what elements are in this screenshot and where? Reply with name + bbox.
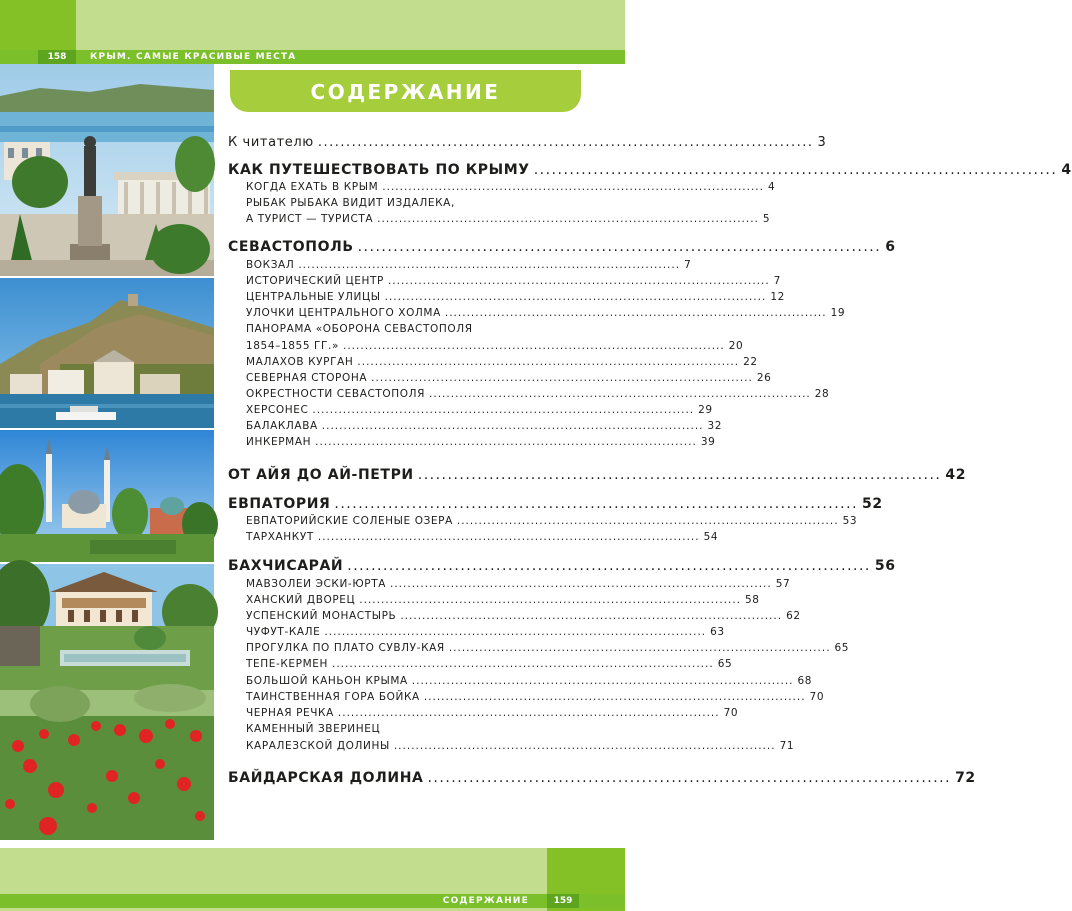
footer-page-number: 159 — [547, 894, 579, 908]
toc-subentry[interactable]: 1854–1855 ГГ.» ........................................................................................ 20 — [246, 340, 744, 352]
toc-subentry[interactable]: БОЛЬШОЙ КАНЬОН КРЫМА ........................................................................................ 68 — [246, 675, 813, 687]
photo-collage — [0, 64, 214, 840]
toc-subentry[interactable]: ЧУФУТ-КАЛЕ ........................................................................................ 63 — [246, 626, 725, 638]
photo-poppy-field — [0, 684, 214, 840]
toc-section-page: 6 — [885, 239, 896, 255]
toc-subentry[interactable]: ЦЕНТРАЛЬНЫЕ УЛИЦЫ ........................................................................................ 12 — [246, 291, 785, 303]
toc-entry-page: 3 — [817, 135, 827, 150]
toc-subentry[interactable]: ИСТОРИЧЕСКИЙ ЦЕНТР ........................................................................................ 7 — [246, 275, 781, 287]
photo-evpatoria-mosque — [0, 430, 218, 562]
toc-subentry[interactable]: УСПЕНСКИЙ МОНАСТЫРЬ ........................................................................................ 62 — [246, 610, 801, 622]
header-corner-block — [0, 0, 76, 50]
toc-section[interactable]: КАК ПУТЕШЕСТВОВАТЬ ПО КРЫМУ ........................................................................................ 4 — [228, 162, 1072, 178]
toc-subentry-label: КОГДА ЕХАТЬ В КРЫМ — [246, 181, 379, 193]
toc-subentry[interactable]: ТАИНСТВЕННАЯ ГОРА БОЙКА ........................................................................................ 70 — [246, 691, 825, 703]
toc-subentry-label: А ТУРИСТ — ТУРИСТА — [246, 213, 374, 225]
toc-subentry[interactable]: КОГДА ЕХАТЬ В КРЫМ ........................................................................................ 4 — [246, 181, 776, 193]
toc-section[interactable]: БАХЧИСАРАЙ ........................................................................................ 56 — [228, 558, 896, 574]
toc-entry-label: К читателю — [228, 135, 314, 150]
photo-khan-palace — [0, 560, 218, 690]
toc-subentry[interactable]: ОКРЕСТНОСТИ СЕВАСТОПОЛЯ ........................................................................................ 28 — [246, 388, 830, 400]
toc-subentry-label-line1: РЫБАК РЫБАКА ВИДИТ ИЗДАЛЕКА, — [246, 197, 455, 209]
footer-running-title: СОДЕРЖАНИЕ — [442, 896, 529, 906]
toc-subentry[interactable]: ТЕПЕ-КЕРМЕН ........................................................................................ 65 — [246, 658, 733, 670]
toc-section-page: 4 — [1061, 162, 1072, 178]
photo-balaklava-bay — [0, 278, 214, 428]
toc-section[interactable]: БАЙДАРСКАЯ ДОЛИНА ........................................................................................ 72 — [228, 770, 976, 786]
toc-subentry[interactable]: КАРАЛЕЗСКОЙ ДОЛИНЫ ........................................................................................ 71 — [246, 740, 795, 752]
header-page-number: 158 — [38, 50, 76, 64]
header-running-title: КРЫМ. САМЫЕ КРАСИВЫЕ МЕСТА — [90, 52, 297, 62]
toc-subentry[interactable]: ХЕРСОНЕС ........................................................................................ 29 — [246, 404, 713, 416]
toc-subentry[interactable]: ВОКЗАЛ ........................................................................................ 7 — [246, 259, 692, 271]
toc-section-label: КАК ПУТЕШЕСТВОВАТЬ ПО КРЫМУ — [228, 162, 530, 178]
toc-subentry[interactable]: ЕВПАТОРИЙСКИЕ СОЛЕНЫЕ ОЗЕРА ........................................................................................ 53 — [246, 515, 858, 527]
toc-subentry-page: 4 — [767, 181, 776, 193]
toc-section[interactable]: ОТ АЙЯ ДО АЙ-ПЕТРИ ........................................................................................ 42 — [228, 467, 967, 483]
toc-section[interactable]: ЕВПАТОРИЯ ........................................................................................ 52 — [228, 496, 883, 512]
toc-subentry[interactable]: ХАНСКИЙ ДВОРЕЦ ........................................................................................ 58 — [246, 594, 760, 606]
toc-subentry[interactable]: ТАРХАНКУТ ........................................................................................ 54 — [246, 531, 719, 543]
toc-title: СОДЕРЖАНИЕ — [230, 70, 581, 112]
toc-section-label: СЕВАСТОПОЛЬ — [228, 239, 354, 255]
toc-subentry[interactable]: МАВЗОЛЕИ ЭСКИ-ЮРТА ........................................................................................ 57 — [246, 578, 791, 590]
toc-subentry[interactable]: ПРОГУЛКА ПО ПЛАТО СУВЛУ-КАЯ ........................................................................................ 65 — [246, 642, 850, 654]
header-band — [0, 0, 625, 50]
toc-subentry[interactable]: СЕВЕРНАЯ СТОРОНА ........................................................................................ 26 — [246, 372, 772, 384]
toc-subentry[interactable]: А ТУРИСТ — ТУРИСТА ........................................................................................ 5 — [246, 213, 771, 225]
toc-subentry[interactable]: УЛОЧКИ ЦЕНТРАЛЬНОГО ХОЛМА ........................................................................................ 19 — [246, 307, 846, 319]
footer-strip — [0, 894, 625, 908]
toc-subentry[interactable]: БАЛАКЛАВА ........................................................................................ 32 — [246, 420, 723, 432]
toc-subentry-label-line1: КАМЕННЫЙ ЗВЕРИНЕЦ — [246, 723, 381, 735]
toc-subentry[interactable]: ИНКЕРМАН ........................................................................................ 39 — [246, 436, 716, 448]
photo-sevastopol-monument — [0, 64, 215, 276]
toc-subentry[interactable]: МАЛАХОВ КУРГАН ........................................................................................ 22 — [246, 356, 758, 368]
toc-subentry[interactable]: ЧЕРНАЯ РЕЧКА ........................................................................................ 70 — [246, 707, 739, 719]
toc-subentry-page: 5 — [762, 213, 771, 225]
toc-entry[interactable]: К читателю ........................................................................................ 3 — [228, 135, 827, 150]
toc-subentry-label-line1: ПАНОРАМА «ОБОРОНА СЕВАСТОПОЛЯ — [246, 323, 473, 335]
toc-section[interactable]: СЕВАСТОПОЛЬ ........................................................................................ 6 — [228, 239, 896, 255]
